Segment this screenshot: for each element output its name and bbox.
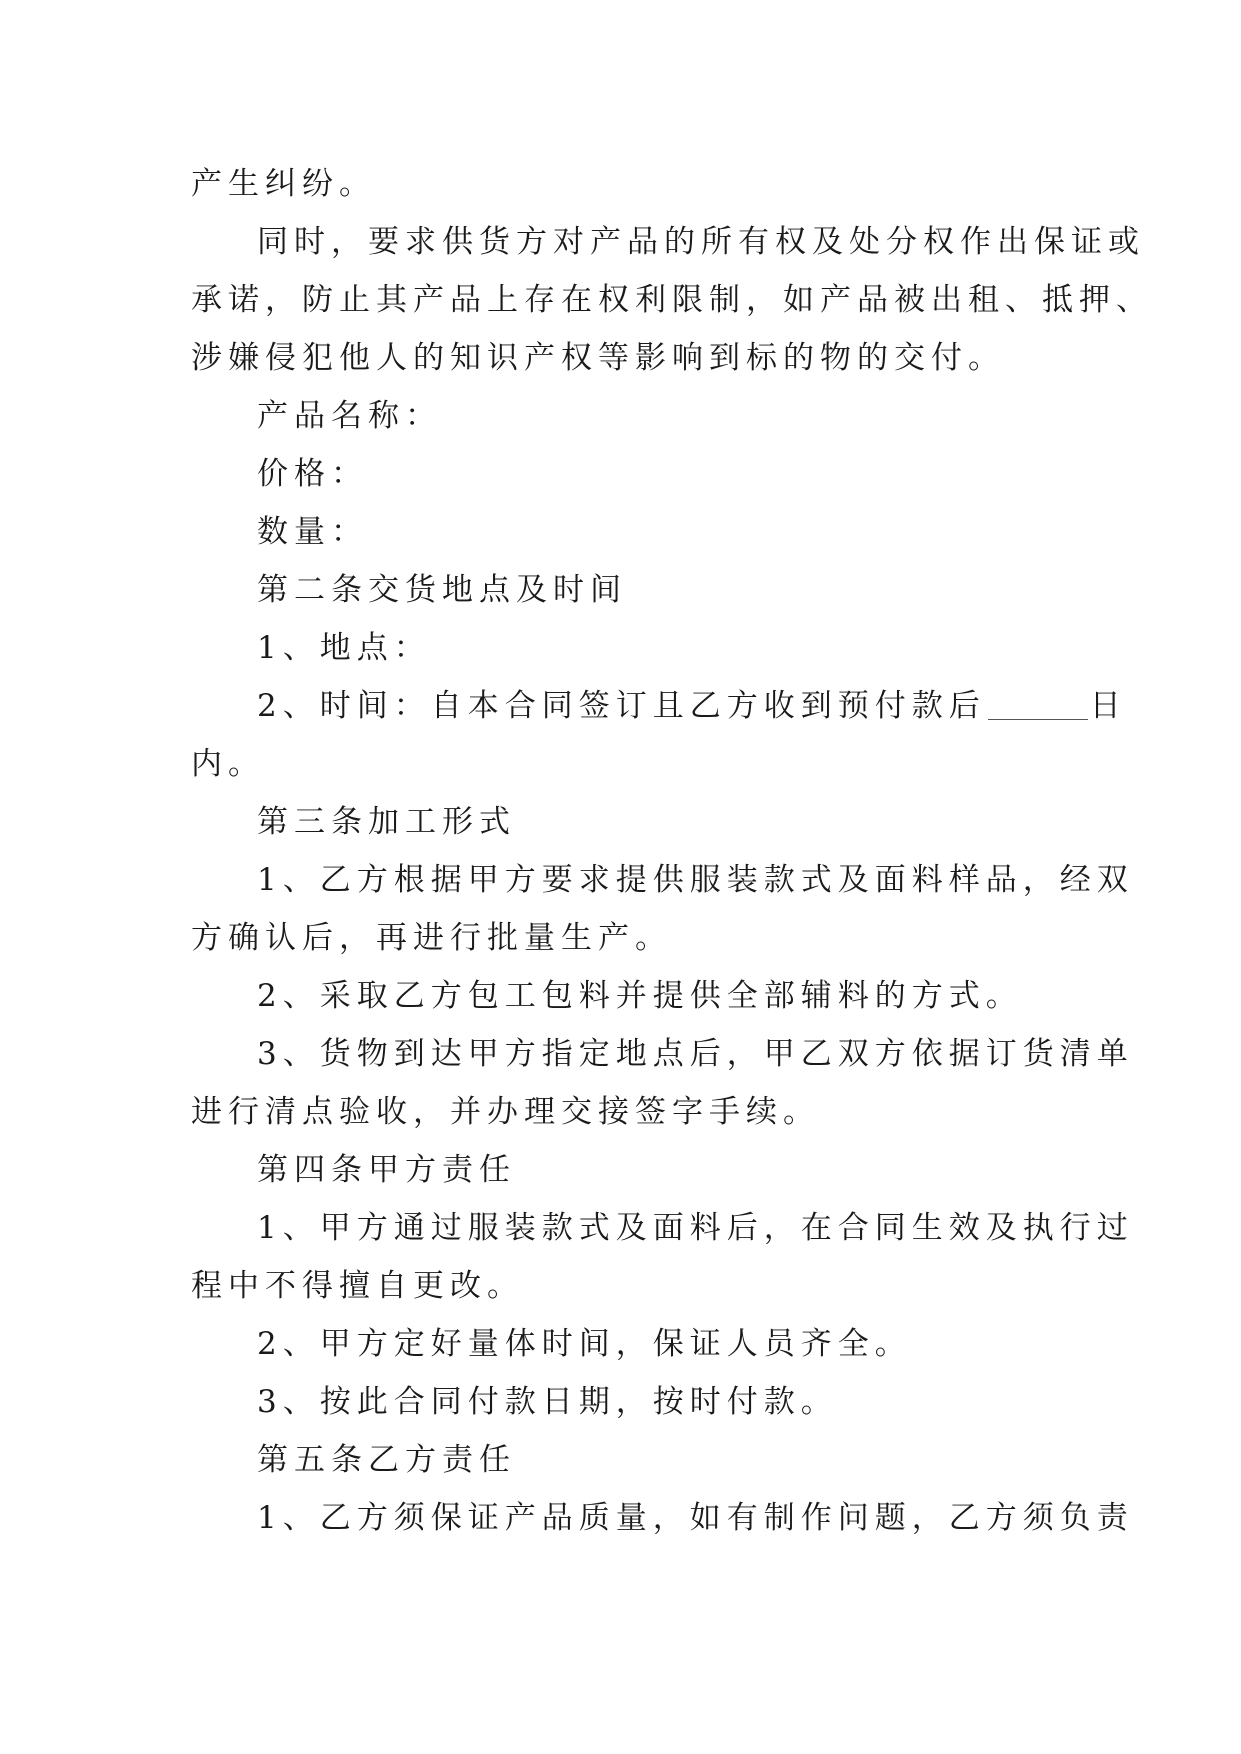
- paragraph-line: 同时，要求供货方对产品的所有权及处分权作出保证或: [257, 224, 1145, 260]
- paragraph-line: 3、货物到达甲方指定地点后，甲乙双方依据订货清单: [257, 1036, 1134, 1072]
- article-heading: 第四条甲方责任: [257, 1152, 516, 1188]
- paragraph-line: 产生纠纷。: [191, 166, 376, 202]
- article-heading: 第二条交货地点及时间: [257, 572, 627, 608]
- paragraph-line: 1、甲方通过服装款式及面料后，在合同生效及执行过: [257, 1210, 1134, 1246]
- paragraph-line: 承诺，防止其产品上存在权利限制，如产品被出租、抵押、: [191, 282, 1153, 318]
- paragraph-line: 方确认后，再进行批量生产。: [191, 920, 672, 956]
- paragraph-line: 程中不得擅自更改。: [191, 1268, 524, 1304]
- paragraph-line-with-blank: [191, 677, 1127, 735]
- paragraph-line: 3、按此合同付款日期，按时付款。: [257, 1384, 838, 1420]
- paragraph-line: 进行清点验收，并办理交接签字手续。: [191, 1094, 820, 1130]
- article-heading: 第三条加工形式: [257, 804, 516, 840]
- paragraph-line: 内。: [191, 746, 265, 782]
- field-label-product-name: 产品名称：: [257, 398, 442, 434]
- paragraph-line: 涉嫌侵犯他人的知识产权等影响到标的物的交付。: [191, 340, 1005, 376]
- field-label-quantity: 数量：: [257, 514, 368, 550]
- paragraph-line: 1、地点：: [257, 630, 431, 666]
- document-body: [191, 155, 1153, 1547]
- paragraph-line: 2、甲方定好量体时间，保证人员齐全。: [257, 1326, 912, 1362]
- field-label-price: 价格：: [257, 456, 368, 492]
- paragraph-line: 1、乙方根据甲方要求提供服装款式及面料样品，经双: [257, 862, 1134, 898]
- paragraph-line: 1、乙方须保证产品质量，如有制作问题，乙方须负责: [257, 1500, 1134, 1536]
- fill-in-blank: [988, 689, 1088, 720]
- line-text-after-blank: 日: [1089, 688, 1127, 724]
- paragraph-line: 2、采取乙方包工包料并提供全部辅料的方式。: [257, 978, 1023, 1014]
- line-text-before-blank: 2、时间：自本合同签订且乙方收到预付款后: [257, 688, 986, 724]
- article-heading: 第五条乙方责任: [257, 1442, 516, 1478]
